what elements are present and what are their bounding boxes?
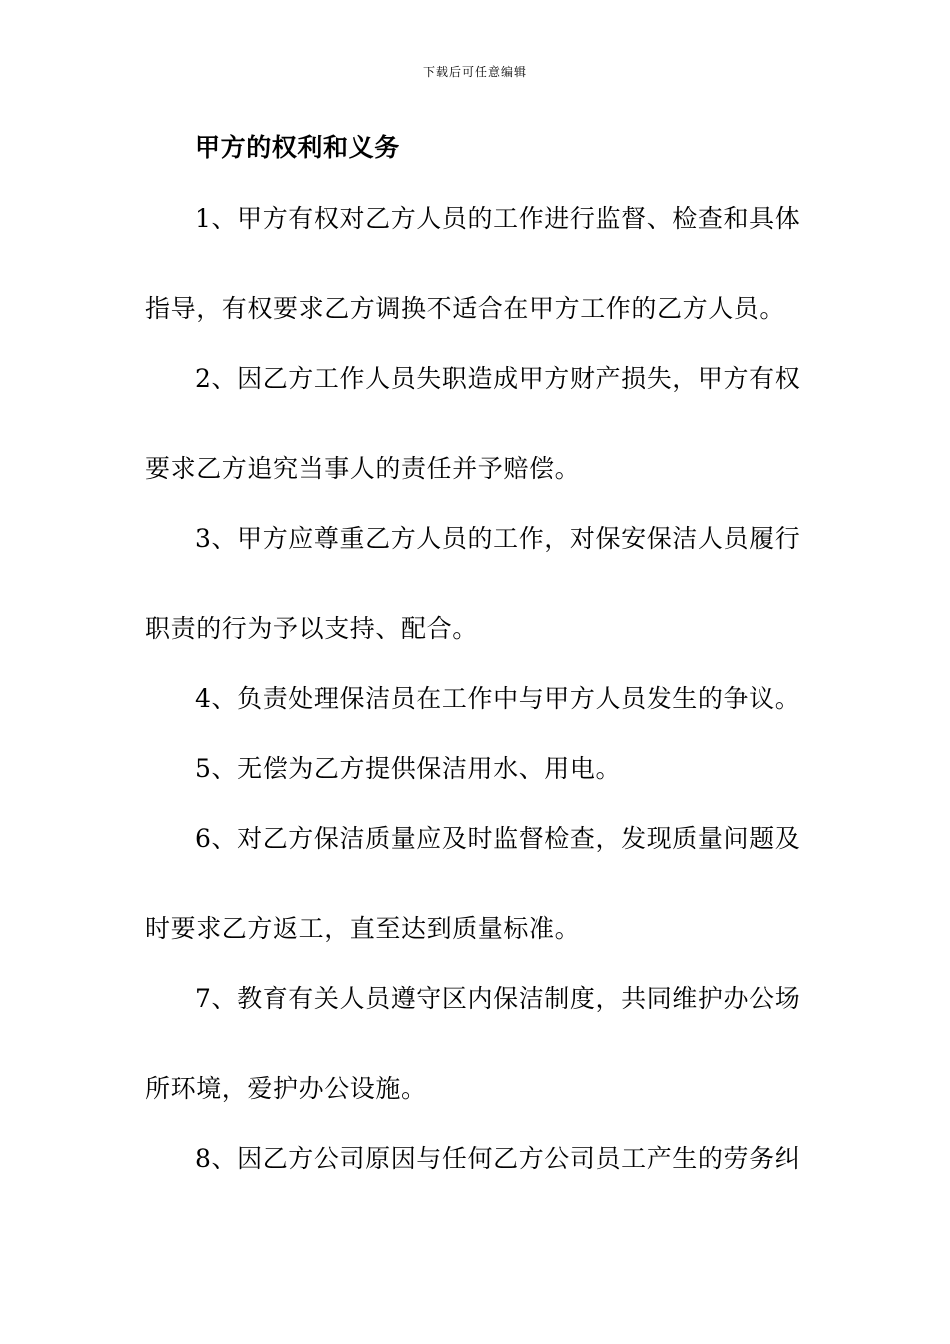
item-3-line-2: 职责的行为予以支持、配合。 [145, 614, 478, 643]
page-header: 下载后可任意编辑 [422, 65, 527, 79]
item-8-line-1: 8、因乙方公司原因与任何乙方公司员工产生的劳务纠 [195, 1144, 801, 1173]
item-1-line-1: 1、甲方有权对乙方人员的工作进行监督、检查和具体 [195, 204, 801, 233]
item-7-line-1: 7、教育有关人员遵守区内保洁制度，共同维护办公场 [195, 984, 801, 1013]
item-2-line-1: 2、因乙方工作人员失职造成甲方财产损失，甲方有权 [195, 364, 801, 393]
item-4-line-1: 4、负责处理保洁员在工作中与甲方人员发生的争议。 [195, 684, 801, 713]
item-6-line-2: 时要求乙方返工，直至达到质量标准。 [145, 914, 581, 943]
item-3-line-1: 3、甲方应尊重乙方人员的工作，对保安保洁人员履行 [195, 524, 801, 553]
item-7-line-2: 所环境，爱护办公设施。 [145, 1074, 427, 1103]
section-title: 甲方的权利和义务 [195, 133, 400, 162]
item-5-line-1: 5、无偿为乙方提供保洁用水、用电。 [195, 754, 622, 783]
item-6-line-1: 6、对乙方保洁质量应及时监督检查，发现质量问题及 [195, 824, 801, 853]
item-2-line-2: 要求乙方追究当事人的责任并予赔偿。 [145, 454, 581, 483]
item-1-line-2: 指导，有权要求乙方调换不适合在甲方工作的乙方人员。 [145, 294, 786, 323]
